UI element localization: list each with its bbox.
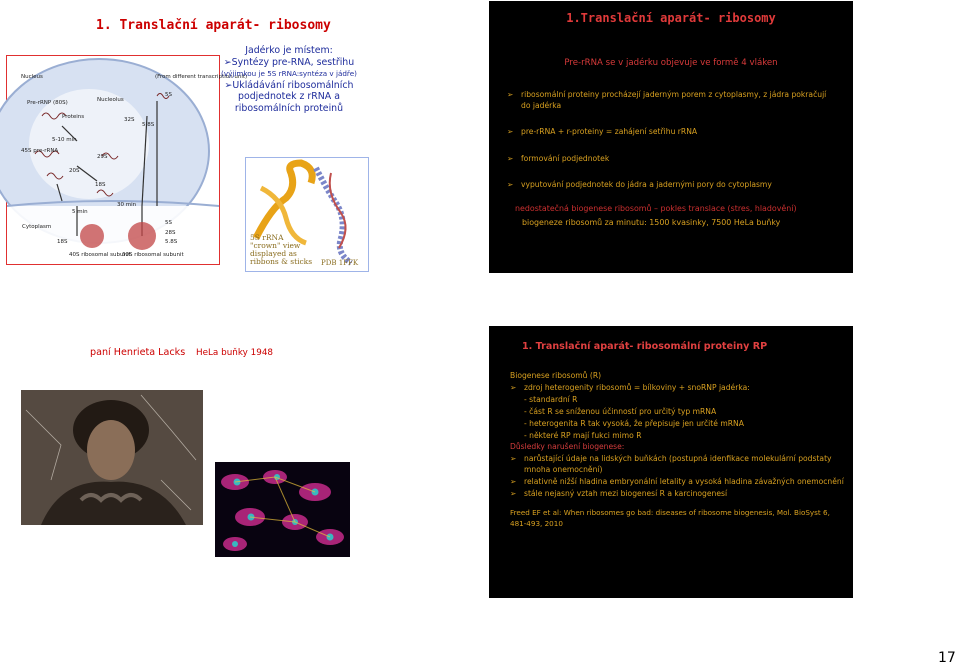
slide4-line-text: Biogenese ribosomů (R) <box>510 371 602 380</box>
diagram-label: Cytoplasm <box>22 224 52 230</box>
diagram-label: 20S <box>69 168 80 174</box>
nucleolus-text-line: Jadérko je místem: <box>245 45 333 56</box>
slide4-line-text: - některé RP mají fukci mimo R <box>524 431 642 440</box>
diagram-label: 5.8S <box>142 122 155 128</box>
arrow-bullet-icon: ➢ <box>510 383 517 392</box>
nucleolus-text-line: ➢Ukládávání ribosomálních <box>224 79 354 91</box>
diagram-label: Nucleolus <box>97 97 124 103</box>
bullet-text: ribosomální proteiny procházejí jaderným porem z cytoplasmy, z jádra pokračují do jadérka <box>521 90 827 110</box>
slide2-title: 1.Translační aparát- ribosomy <box>566 11 776 25</box>
protein-caption: 5S rRNA <box>250 233 284 242</box>
slide1-title: 1. Translační aparát- ribosomy <box>96 18 331 33</box>
diagram-label: 5S <box>165 220 172 226</box>
slide4-line <box>524 431 642 441</box>
protein-caption: ribbons & sticks <box>250 257 313 266</box>
slide4-line <box>524 419 744 429</box>
bullet-text: pre-rRNA + r-proteiny = zahájení setřihu rRNA <box>521 127 698 136</box>
slide2-note: nedostatečná biogenese ribosomů – pokles translace (stres, hladovění) <box>515 204 797 213</box>
diagram-label: 40S ribosomal subunit <box>69 252 131 258</box>
page-number: 17 <box>938 650 956 666</box>
hela-caption: HeLa buňky 1948 <box>196 348 274 358</box>
diagram-label: 45S pre-rRNA <box>21 148 59 154</box>
diagram-label: 29S <box>97 154 108 160</box>
portrait-photo <box>21 390 203 525</box>
arrow-bullet-icon: ➢ <box>510 489 517 498</box>
slide4-line-text: Důsledky narušení biogenese: <box>510 442 625 451</box>
slide4-line-text: narůstající údaje na lidských buňkách (postupná idenfikace molekulární podstaty <box>524 454 832 463</box>
henrietta-lacks-caption: paní Henrieta Lacks <box>90 347 186 358</box>
slide4-line-text: mnoha onemocnění) <box>524 465 603 474</box>
bullet-item <box>507 126 837 137</box>
slide4-line-text: stále nejasný vztah mezi biogenesí R a karcinogenesí <box>524 489 728 498</box>
protein-caption: displayed as <box>250 249 297 258</box>
pdb-label: PDB 1FFK <box>321 259 359 267</box>
slide4-line-text: - část R se sníženou účinností pro určitý typ mRNA <box>524 407 717 416</box>
diagram-label: Proteins <box>62 114 85 120</box>
bullet-text: vyputování podjednotek do jádra a jadernými pory do cytoplasmy <box>521 180 772 189</box>
arrow-bullet-icon: ➢ <box>507 180 514 189</box>
slide4-title: 1. Translační aparát- ribosomální proteiny RP <box>522 341 768 352</box>
slide4-line <box>510 371 601 381</box>
diagram-label: 5 min <box>72 209 88 215</box>
nucleolus-text-line: ribosomálních proteinů <box>234 102 344 114</box>
reference-citation: Freed EF et al: When ribosomes go bad: diseases of ribosome biogenesis, Mol. BioSyst 6, 481-493, 2010 <box>510 508 830 528</box>
arrow-bullet-icon: ➢ <box>507 90 514 99</box>
bullet-item <box>507 153 837 164</box>
diagram-label: 5-10 min <box>52 137 77 143</box>
arrow-bullet-icon: ➢ <box>507 127 514 136</box>
slide4-line <box>510 477 844 487</box>
bullet-text: formování podjednotek <box>521 154 610 163</box>
arrow-bullet-icon: ➢ <box>510 477 517 486</box>
slide4-line <box>524 395 577 405</box>
nucleolus-text <box>220 45 358 114</box>
diagram-label: 60S ribosomal subunit <box>122 252 184 258</box>
diagram-label: 18S <box>95 182 106 188</box>
diagram-label: (From different transcription unit) <box>155 74 248 80</box>
slide4-line <box>524 465 602 475</box>
bullet-item <box>507 179 837 190</box>
diagram-label: Pre-rRNP (80S) <box>27 100 68 106</box>
slide2-subtitle: Pre-rRNA se v jadérku objevuje ve formě 4 vláken <box>564 58 778 68</box>
slide2-note: biogeneze ribosomů za minutu: 1500 kvasinky, 7500 HeLa buňky <box>522 218 781 227</box>
slide4 <box>489 326 853 598</box>
slide4-line <box>510 383 750 393</box>
diagram-label: 5.8S <box>165 239 178 245</box>
slide4-line <box>510 454 832 464</box>
nucleolus-text-line: podjednotek z rRNA a <box>238 91 340 102</box>
diagram-label: 18S <box>57 239 68 245</box>
diagram-label: 32S <box>124 117 135 123</box>
bullet-item <box>507 89 837 111</box>
arrow-bullet-icon: ➢ <box>510 454 517 463</box>
slide4-line-text: relativně nižší hladina embryonální letality a vysoká hladina závažných onemocnění <box>524 477 844 486</box>
slide4-line <box>510 489 728 499</box>
slide4-line <box>510 442 624 452</box>
portrait-graphic <box>21 390 203 525</box>
nucleolus-text-line: ➢Syntézy pre-RNA, sestřihu <box>223 56 355 68</box>
nucleolus-text-line: (výjimkou je 5S rRNA:syntéza v jádře) <box>221 69 357 78</box>
diagram-label: 30 min <box>117 202 137 208</box>
slide2 <box>489 1 853 273</box>
diagram-graphic <box>7 56 248 264</box>
diagram-label: Nucleus <box>21 74 43 80</box>
slide4-line-text: - standardní R <box>524 395 578 404</box>
protein-structure-image <box>245 157 369 272</box>
slide4-line <box>524 407 716 417</box>
protein-caption: "crown" view <box>250 241 301 250</box>
slide4-line-text: zdroj heterogenity ribosomů = bílkoviny + snoRNP jadérka: <box>524 383 750 392</box>
ribosome-assembly-diagram <box>6 55 248 265</box>
protein-ribbon-graphic <box>246 158 368 271</box>
hela-cells-image <box>215 462 350 557</box>
arrow-bullet-icon: ➢ <box>507 154 514 163</box>
diagram-label: 28S <box>165 230 176 236</box>
hela-cells-graphic <box>215 462 350 557</box>
diagram-label: 5S <box>165 92 172 98</box>
slide4-line-text: - heterogenita R tak vysoká, že přepisuje jen určité mRNA <box>524 419 744 428</box>
